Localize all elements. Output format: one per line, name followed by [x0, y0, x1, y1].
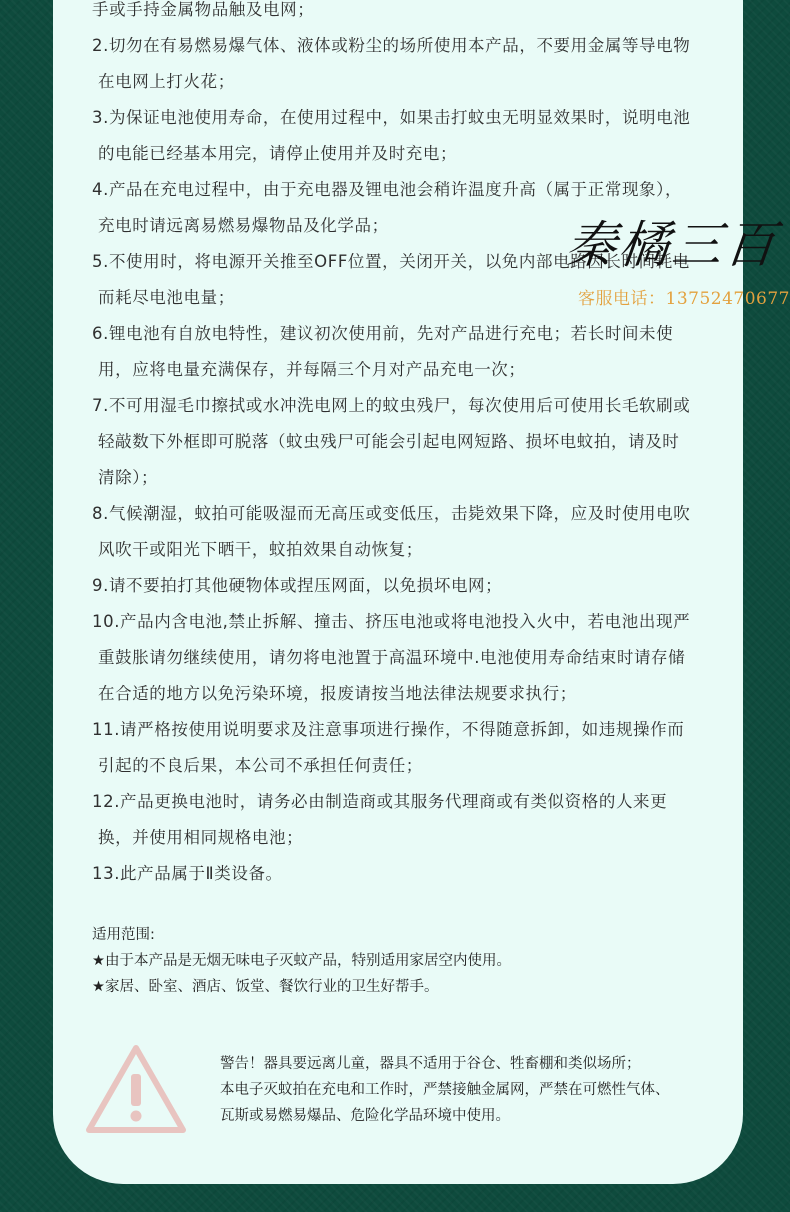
precaution-line: 7.不可用湿毛巾擦拭或水冲洗电网上的蚊虫残尸，每次使用后可使用长毛软刷或 [92, 396, 691, 415]
precaution-line: 5.不使用时，将电源开关推至OFF位置，关闭开关，以免内部电路因长时间耗电 [92, 252, 690, 271]
precaution-line: 的电能已经基本用完，请停止使用并及时充电； [98, 144, 458, 163]
precaution-item [92, 28, 732, 100]
precaution-line: 充电时请远离易燃易爆物品及化学品； [98, 216, 389, 235]
precaution-line: 重鼓胀请勿继续使用，请勿将电池置于高温环境中.电池使用寿命结束时请存储 [98, 648, 686, 667]
precaution-line: 轻敲数下外框即可脱落（蚊虫残尸可能会引起电网短路、损坏电蚊拍，请及时 [98, 432, 680, 451]
precaution-line: 清除）； [98, 468, 159, 487]
warning-line: 瓦斯或易燃易爆品、危险化学品环境中使用。 [220, 1108, 510, 1124]
warning-triangle-icon [84, 1042, 188, 1136]
precaution-line: 13.此产品属于Ⅱ类设备。 [92, 864, 283, 883]
scope-title: 适用范围: [92, 927, 155, 943]
warning-line: 警告！器具要远离儿童，器具不适用于谷仓、牲畜棚和类似场所； [220, 1056, 641, 1072]
precaution-line: 8.气候潮湿，蚊拍可能吸湿而无高压或变低压，击毙效果下降，应及时使用电吹 [92, 504, 691, 523]
precaution-item [92, 316, 732, 388]
precaution-line: 手或手持金属物品触及电网； [92, 0, 315, 19]
precaution-line: 3.为保证电池使用寿命，在使用过程中，如果击打蚊虫无明显效果时，说明电池 [92, 108, 691, 127]
precaution-line: 换，并使用相同规格电池； [98, 828, 304, 847]
customer-service-phone: 客服电话：13752470677 [578, 289, 790, 309]
precaution-line: 而耗尽电池电量； [98, 288, 235, 307]
precaution-line: 9.请不要拍打其他硬物体或捏压网面，以免损坏电网； [92, 576, 503, 595]
precaution-item [92, 712, 732, 784]
scope-item: ★家居、卧室、酒店、饭堂、餐饮行业的卫生好帮手。 [92, 979, 439, 995]
precaution-line: 11.请严格按使用说明要求及注意事项进行操作，不得随意拆卸，如违规操作而 [92, 720, 685, 739]
brand-watermark: 秦橘三百 [562, 216, 782, 274]
precaution-item [92, 604, 732, 712]
precaution-line: 4.产品在充电过程中，由于充电器及锂电池会稍许温度升高（属于正常现象）， [92, 180, 683, 199]
precautions-list [92, 0, 732, 892]
precaution-line: 2.切勿在有易燃易爆气体、液体或粉尘的场所使用本产品，不要用金属等导电物 [92, 36, 691, 55]
precaution-line: 引起的不良后果，本公司不承担任何责任； [98, 756, 423, 775]
precaution-line: 12.产品更换电池时，请务必由制造商或其服务代理商或有类似资格的人来更 [92, 792, 668, 811]
precaution-line: 风吹干或阳光下晒干，蚊拍效果自动恢复； [98, 540, 423, 559]
precaution-item [92, 568, 732, 604]
precaution-item [92, 0, 732, 28]
precaution-item [92, 388, 732, 496]
precaution-line: 用，应将电量充满保存，并每隔三个月对产品充电一次； [98, 360, 526, 379]
precaution-item [92, 784, 732, 856]
precaution-item [92, 856, 732, 892]
precaution-item [92, 496, 732, 568]
scope-section [92, 922, 732, 1000]
precaution-item [92, 100, 732, 172]
warning-text [220, 1051, 730, 1129]
scope-item: ★由于本产品是无烟无味电子灭蚊产品，特别适用家居空内使用。 [92, 953, 511, 969]
precaution-line: 10.产品内含电池,禁止拆解、撞击、挤压电池或将电池投入火中，若电池出现严 [92, 612, 691, 631]
precaution-line: 6.锂电池有自放电特性，建议初次使用前，先对产品进行充电；若长时间未使 [92, 324, 674, 343]
precaution-line: 在合适的地方以免污染环境，报废请按当地法律法规要求执行； [98, 684, 577, 703]
warning-line: 本电子灭蚊拍在充电和工作时，严禁接触金属网，严禁在可燃性气体、 [220, 1082, 670, 1098]
precaution-line: 在电网上打火花； [98, 72, 235, 91]
